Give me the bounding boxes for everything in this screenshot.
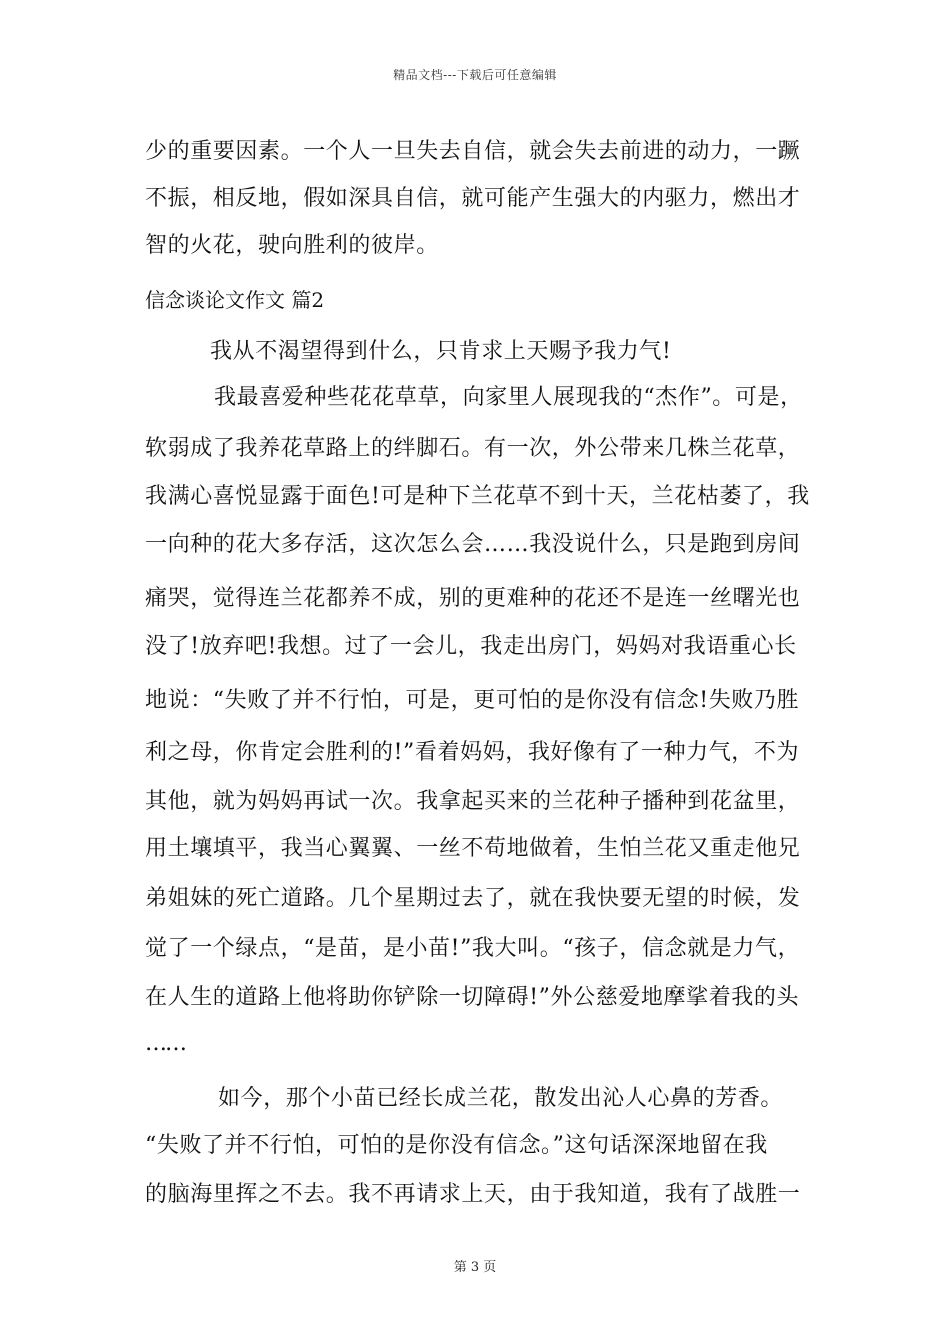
text-line: 软弱成了我养花草路上的绊脚石。有一次，外公带来几株兰花草， (145, 436, 801, 461)
text-line: 少的重要因素。一个人一旦失去自信，就会失去前进的动力，一蹶 (145, 139, 801, 164)
section-title: 信念谈论文作文 篇2 (145, 288, 325, 312)
text-line: …… (145, 1031, 185, 1056)
text-line: 没了!放弃吧!我想。过了一会儿，我走出房门，妈妈对我语重心长 (145, 634, 797, 659)
text-line: “失败了并不行怕，可怕的是你没有信念。”这句话深深地留在我 (145, 1133, 768, 1158)
text-line: 智的火花，驶向胜利的彼岸。 (145, 233, 439, 258)
text-line: 弟姐妹的死亡道路。几个星期过去了，就在我快要无望的时候，发 (145, 886, 801, 911)
text-line: 我最喜爱种些花花草草，向家里人展现我的“杰作”。可是， (214, 385, 803, 410)
text-line: 地说：“失败了并不行怕，可是，更可怕的是你没有信念!失败乃胜 (145, 688, 800, 713)
text-line: 觉了一个绿点，“是苗，是小苗!”我大叫。“孩子，信念就是力气， (145, 936, 801, 961)
text-line: 其他，就为妈妈再试一次。我拿起买来的兰花种子播种到花盆里， (145, 789, 801, 814)
text-line: 用土壤填平，我当心翼翼、一丝不苟地做着，生怕兰花又重走他兄 (145, 836, 801, 861)
text-line: 在人生的道路上他将助你铲除一切障碍!”外公慈爱地摩挲着我的头 (145, 985, 800, 1010)
text-line: 的脑海里挥之不去。我不再请求上天，由于我知道，我有了战胜一 (145, 1182, 801, 1207)
text-line: 利之母，你肯定会胜利的!”看着妈妈，我好像有了一种力气，不为 (145, 740, 800, 765)
text-line: 我满心喜悦显露于面色!可是种下兰花草不到十天，兰花枯萎了，我 (145, 484, 810, 509)
text-line: 一向种的花大多存活，这次怎么会……我没说什么，只是跑到房间 (145, 532, 801, 557)
text-line: 我从不渴望得到什么，只肯求上天赐予我力气! (210, 339, 672, 364)
text-line: 痛哭，觉得连兰花都养不成，别的更难种的花还不是连一丝曙光也 (145, 586, 801, 611)
page-number: 第 3 页 (453, 1260, 497, 1275)
page-header: 精品文档---下载后可任意编辑 (393, 68, 557, 82)
text-line: 不振，相反地，假如深具自信，就可能产生强大的内驱力，燃出才 (145, 186, 801, 211)
text-line: 如今，那个小苗已经长成兰花，散发出沁人心鼻的芳香。 (218, 1086, 784, 1111)
